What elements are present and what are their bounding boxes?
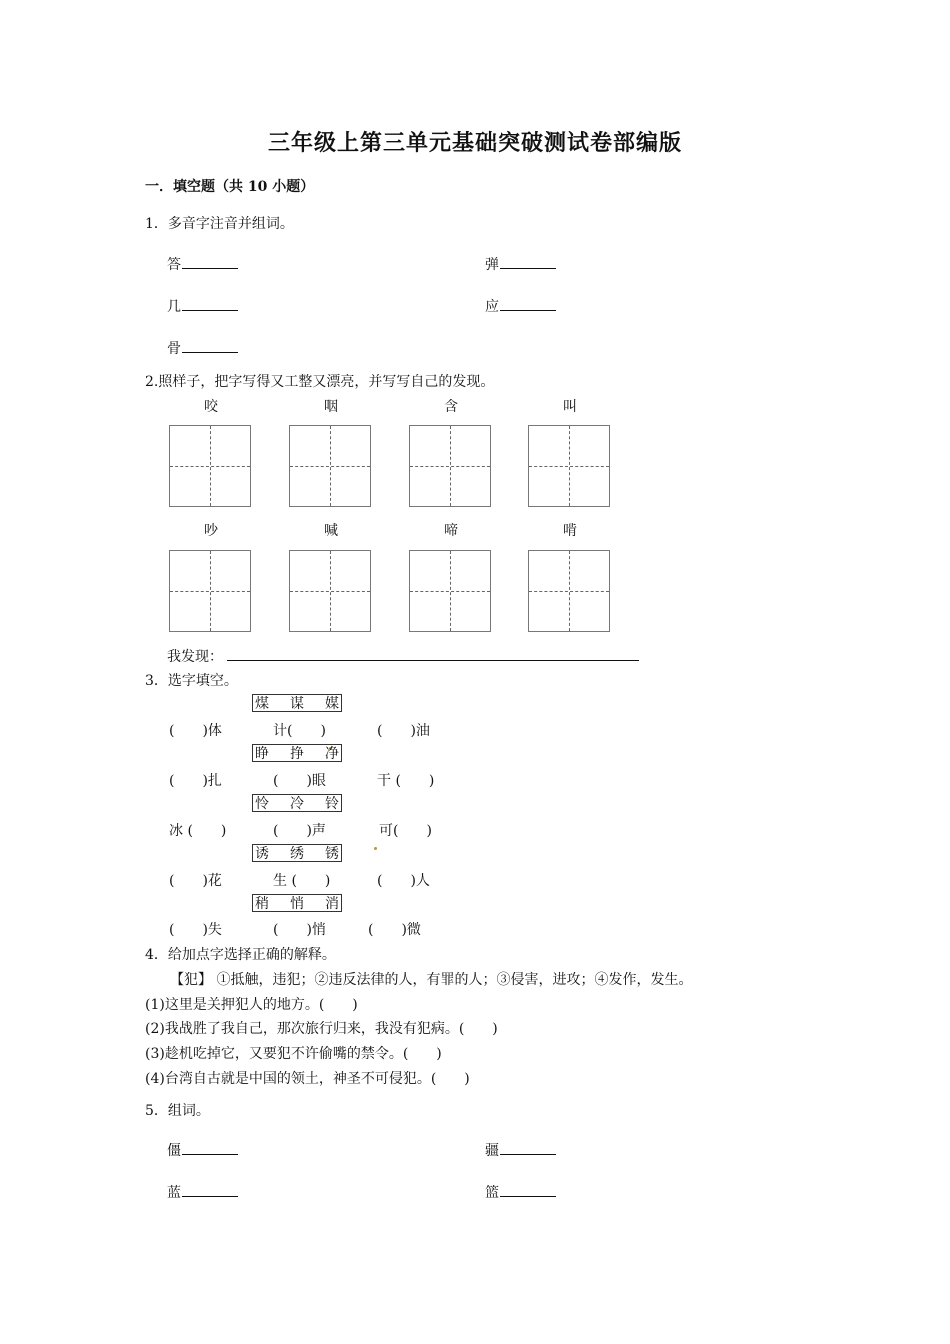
q4-item[interactable]: (2)我战胜了我自己，那次旅行归来，我没有犯病。( ) bbox=[145, 1021, 498, 1037]
q5-item: 蓝 bbox=[167, 1182, 238, 1202]
writing-grid[interactable] bbox=[169, 425, 251, 507]
fill-item[interactable]: 可( ) bbox=[379, 823, 432, 839]
answer-blank[interactable] bbox=[182, 296, 238, 311]
fill-item[interactable]: ( )悄 bbox=[273, 922, 326, 938]
q5-item: 僵 bbox=[167, 1140, 238, 1160]
answer-blank[interactable] bbox=[500, 254, 556, 269]
char-choice-box: 睁 挣 净 bbox=[252, 744, 342, 762]
q4-item[interactable]: (4)台湾自古就是中国的领土，神圣不可侵犯。( ) bbox=[145, 1071, 470, 1087]
writing-grid[interactable] bbox=[169, 550, 251, 632]
q4-item[interactable]: (1)这里是关押犯人的地方。( ) bbox=[145, 997, 358, 1013]
sample-char: 叫 bbox=[563, 399, 577, 415]
fill-item[interactable]: ( )花 bbox=[169, 873, 222, 889]
answer-blank[interactable] bbox=[500, 1182, 556, 1197]
discover-line: 我发现： bbox=[167, 646, 639, 666]
char-choice-box: 煤 谋 媒 bbox=[252, 694, 342, 712]
answer-blank[interactable] bbox=[182, 1182, 238, 1197]
answer-blank[interactable] bbox=[182, 254, 238, 269]
sample-char: 咬 bbox=[204, 399, 218, 415]
writing-grid[interactable] bbox=[409, 550, 491, 632]
sample-char: 啼 bbox=[444, 523, 458, 539]
q1-item: 骨 bbox=[167, 338, 238, 358]
fill-item[interactable]: ( )声 bbox=[273, 823, 326, 839]
fill-item[interactable]: 干 ( ) bbox=[377, 773, 435, 789]
writing-grid[interactable] bbox=[528, 425, 610, 507]
writing-grid[interactable] bbox=[409, 425, 491, 507]
char-choice-box: 诱 绣 锈 bbox=[252, 844, 342, 862]
fill-item[interactable]: 冰 ( ) bbox=[169, 823, 227, 839]
fill-item[interactable]: ( )人 bbox=[377, 873, 430, 889]
q1-item: 弹 bbox=[485, 254, 556, 274]
fill-item[interactable]: ( )眼 bbox=[273, 773, 326, 789]
fill-item[interactable]: ( )体 bbox=[169, 723, 222, 739]
q4-item[interactable]: (3)趁机吃掉它，又要犯不许偷嘴的禁令。( ) bbox=[145, 1046, 442, 1062]
sample-char: 咽 bbox=[324, 399, 338, 415]
q5-item: 篮 bbox=[485, 1182, 556, 1202]
fill-item[interactable]: ( )扎 bbox=[169, 773, 222, 789]
q5-item: 疆 bbox=[485, 1140, 556, 1160]
answer-blank[interactable] bbox=[182, 1140, 238, 1155]
page-title: 三年级上第三单元基础突破测试卷部编版 bbox=[267, 130, 682, 156]
fill-item[interactable]: ( )失 bbox=[169, 922, 222, 938]
q1-item: 应 bbox=[485, 296, 556, 316]
answer-blank[interactable] bbox=[182, 338, 238, 353]
fill-item[interactable]: ( )油 bbox=[377, 723, 430, 739]
q4-prompt: 4．给加点字选择正确的解释。 bbox=[145, 947, 336, 963]
sample-char: 喊 bbox=[324, 523, 338, 539]
q2-prompt: 2.照样子，把字写得又工整又漂亮，并写写自己的发现。 bbox=[145, 374, 495, 390]
fill-item[interactable]: ( )微 bbox=[368, 922, 421, 938]
definition-line: 【犯】 ①抵触，违犯；②违反法律的人，有罪的人；③侵害，进攻；④发作，发生。 bbox=[170, 972, 693, 988]
writing-grid[interactable] bbox=[289, 550, 371, 632]
q1-item: 答 bbox=[167, 254, 238, 274]
fill-item[interactable]: 计( ) bbox=[273, 723, 326, 739]
dot-mark bbox=[374, 831, 377, 850]
sample-char: 含 bbox=[444, 399, 458, 415]
sample-char: 啃 bbox=[563, 523, 577, 539]
sample-char: 吵 bbox=[204, 523, 218, 539]
fill-item[interactable]: 生 ( ) bbox=[273, 873, 331, 889]
answer-blank[interactable] bbox=[500, 1140, 556, 1155]
section-heading: 一．填空题（共 10 小题） bbox=[145, 179, 315, 195]
q1-item: 几 bbox=[167, 296, 238, 316]
char-choice-box: 怜 冷 铃 bbox=[252, 794, 342, 812]
char-choice-box: 稍 悄 消 bbox=[252, 894, 342, 912]
writing-grid[interactable] bbox=[289, 425, 371, 507]
q5-prompt: 5．组词。 bbox=[145, 1103, 210, 1119]
answer-blank[interactable] bbox=[500, 296, 556, 311]
q1-prompt: 1．多音字注音并组词。 bbox=[145, 216, 294, 232]
writing-grid[interactable] bbox=[528, 550, 610, 632]
discover-blank[interactable] bbox=[227, 646, 639, 661]
q3-prompt: 3．选字填空。 bbox=[145, 673, 238, 689]
